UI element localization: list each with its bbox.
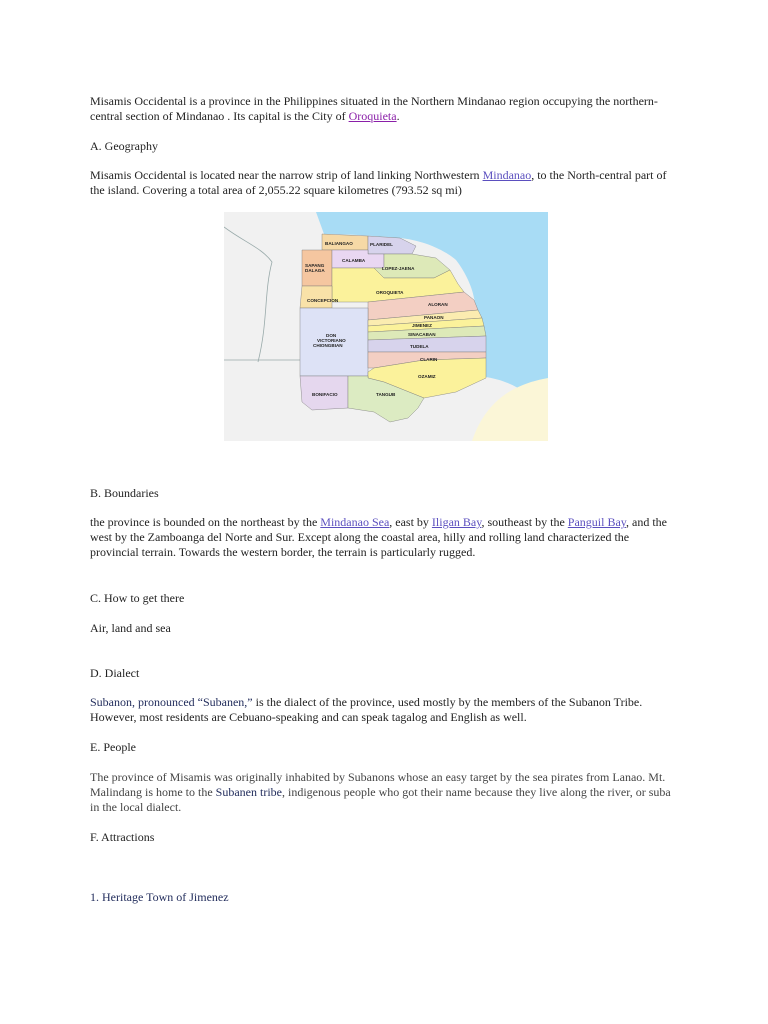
panguil-bay-link[interactable]: Panguil Bay	[567, 515, 627, 529]
map-label-plaridel: PLARIDEL	[370, 242, 393, 247]
attractions-heading: F. Attractions	[90, 830, 155, 844]
people-heading: E. People	[90, 740, 136, 754]
mindanao-text: Mindanao	[175, 109, 225, 123]
map-label-panaon: PANAON	[424, 315, 444, 320]
intro-text: . Its capital is the City of	[224, 109, 349, 123]
geography-heading: A. Geography	[90, 139, 158, 153]
intro-text: .	[396, 109, 400, 123]
how-to-get-heading: C. How to get there	[90, 591, 185, 605]
dialect-heading: D. Dialect	[90, 666, 140, 680]
province-map	[224, 212, 548, 441]
boundaries-paragraph	[90, 515, 680, 560]
attraction-item-jimenez: 1. Heritage Town of Jimenez	[90, 890, 229, 904]
boundaries-text: , southeast by the	[481, 515, 568, 529]
map-label-jimenez: JIMENEZ	[412, 323, 432, 328]
intro-text: Misamis Occidental is a province in the Philippines situated in the	[90, 94, 411, 108]
subanon-text: Subanon, pronounced “Subanen,”	[90, 695, 253, 709]
people-text: The province of Misamis was originally inhabited by Subanons whose an easy target by the sea pirates from Lanao. Mt. Malindang is home to the	[90, 770, 666, 799]
map-label-sinacaban: SINACABAN	[408, 332, 436, 337]
map-label-don-victoriano-chiongbian: VICTORIANO	[317, 338, 346, 343]
map-label-tangub: TANGUB	[376, 392, 396, 397]
subanen-tribe-text: Subanen tribe	[215, 785, 282, 799]
people-text: , indigenous people who got their name because they live along the river, or suba in the local dialect.	[90, 785, 671, 814]
map-label-clarin: CLARIN	[420, 357, 438, 362]
how-to-get-body: Air, land and sea	[90, 621, 171, 635]
intro-text: region occupying the northern-central section of	[90, 94, 658, 123]
boundaries-heading: B. Boundaries	[90, 486, 159, 500]
dialect-text: is the dialect of the province, used mostly by the members of the Subanon Tribe. However, most residents are Cebuano-speaking and can speak tagalog and English as well.	[90, 695, 643, 724]
mindanao-link[interactable]: Mindanao	[482, 168, 532, 182]
geography-paragraph	[90, 168, 680, 198]
intro-paragraph	[90, 94, 680, 124]
map-label-ozamiz: OZAMIZ	[418, 374, 436, 379]
region-concepcion	[300, 286, 332, 308]
map-label-calamba: CALAMBA	[342, 258, 366, 263]
map-label-sapang-dalaga: SAPANG	[305, 263, 325, 268]
map-label-aloran: ALORAN	[428, 302, 448, 307]
northern-mindanao-text: Northern Mindanao	[410, 94, 506, 108]
mindanao-sea-link[interactable]: Mindanao Sea	[320, 515, 390, 529]
map-label-lopez-jaena: LOPEZ-JAENA	[382, 266, 415, 271]
map-label-don-victoriano-chiongbian: DON	[326, 333, 337, 338]
boundaries-text: , east by	[389, 515, 432, 529]
map-label-sapang-dalaga: DALAGA	[305, 268, 325, 273]
geography-text: , to the North-central part of the island. Covering a total area of 2,055.22 square kilometres (793.52 sq mi)	[90, 168, 667, 197]
oroquieta-link[interactable]: Oroquieta	[348, 109, 397, 123]
map-label-baliangao: BALIANGAO	[325, 241, 353, 246]
map-label-bonifacio: BONIFACIO	[312, 392, 338, 397]
boundaries-text: , and the west by the Zamboanga del Norte and Sur. Except along the coastal area, hilly and rolling land characterized the provincial terrain. Towards the western border, the terrain is particularly rugged.	[90, 515, 668, 559]
geography-text: Misamis Occidental is located near the narrow strip of land linking Northwestern	[90, 168, 483, 182]
map-label-oroquieta: OROQUIETA	[376, 290, 404, 295]
map-label-concepcion: CONCEPCION	[307, 298, 339, 303]
people-paragraph	[90, 770, 680, 815]
dialect-paragraph	[90, 695, 680, 725]
map-label-don-victoriano-chiongbian: CHIONGBIAN	[313, 343, 343, 348]
boundaries-text: the province is bounded on the northeast by the	[90, 515, 321, 529]
iligan-bay-link[interactable]: Iligan Bay	[431, 515, 482, 529]
map-label-tudela: TUDELA	[410, 344, 429, 349]
